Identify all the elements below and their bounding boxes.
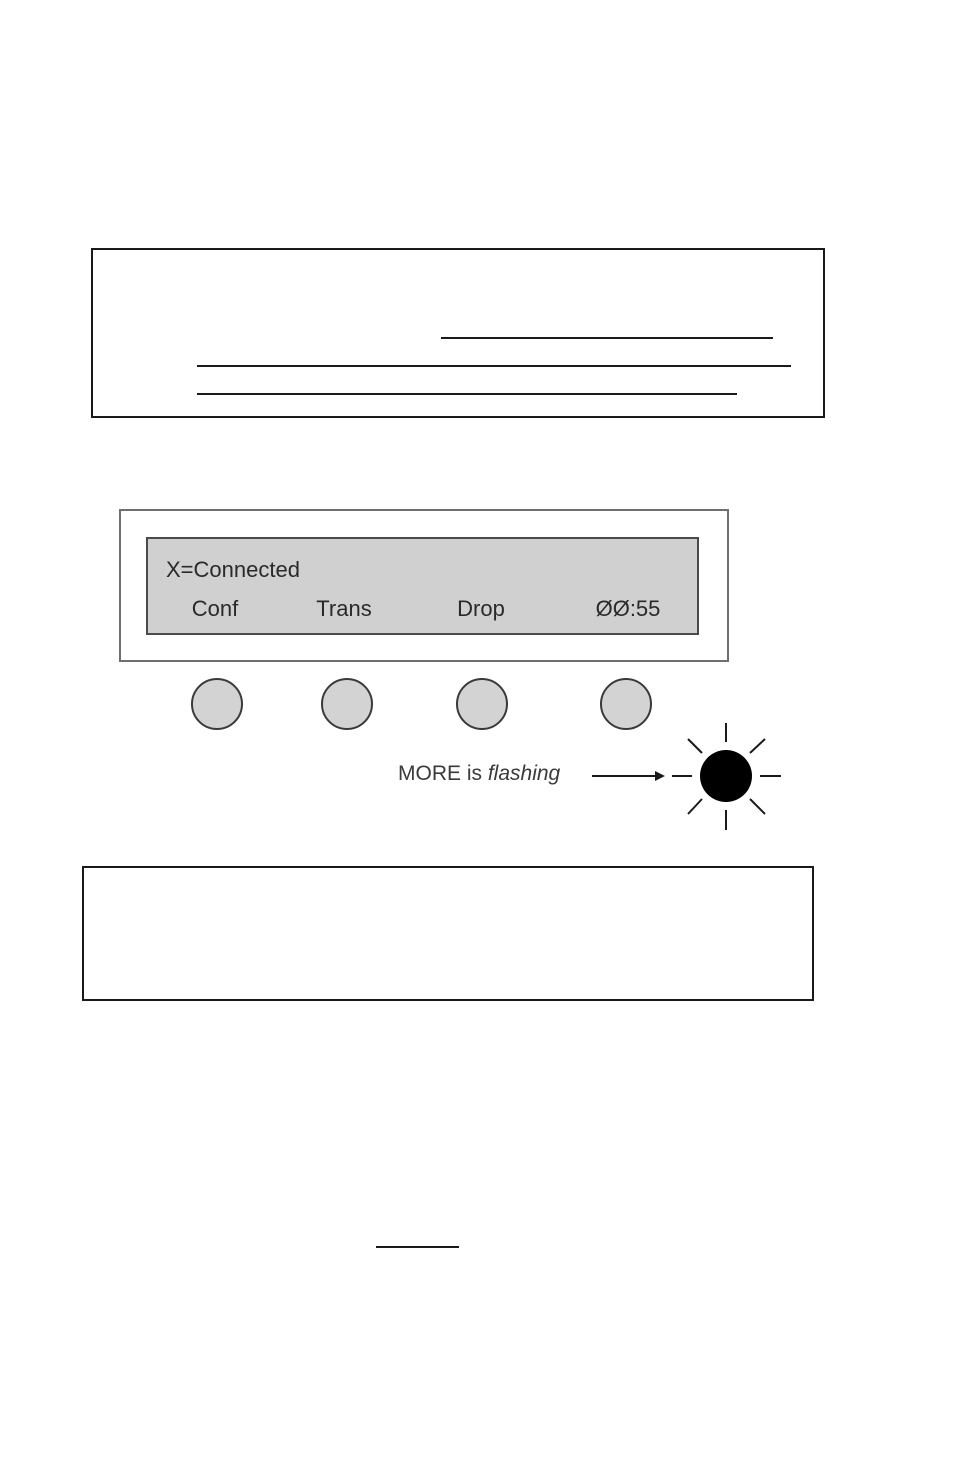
softkey-label-timer: ØØ:55 [595,596,661,621]
caption-emphasis: flashing [487,762,561,785]
fill-in-line-4 [376,1246,459,1248]
softkey-label-conf: Conf [191,596,239,621]
fill-in-line-2 [197,365,791,367]
fill-in-line-1 [441,337,773,339]
softkey-button-conf[interactable] [191,678,243,730]
more-indicator-graphic [585,720,785,835]
flashing-light-icon [672,723,781,830]
softkey-label-trans: Trans [316,596,372,621]
lcd-display [146,537,699,635]
softkey-button-trans[interactable] [321,678,373,730]
fill-in-line-3 [197,393,737,395]
pointer-arrow-icon [592,771,665,781]
callout-box-bottom [82,866,814,1001]
more-flashing-caption [398,762,560,786]
caption-prefix: MORE is [398,762,488,785]
softkey-label-drop: Drop [457,596,505,621]
display-status-line: X=Connected [166,557,300,582]
softkey-button-drop[interactable] [456,678,508,730]
